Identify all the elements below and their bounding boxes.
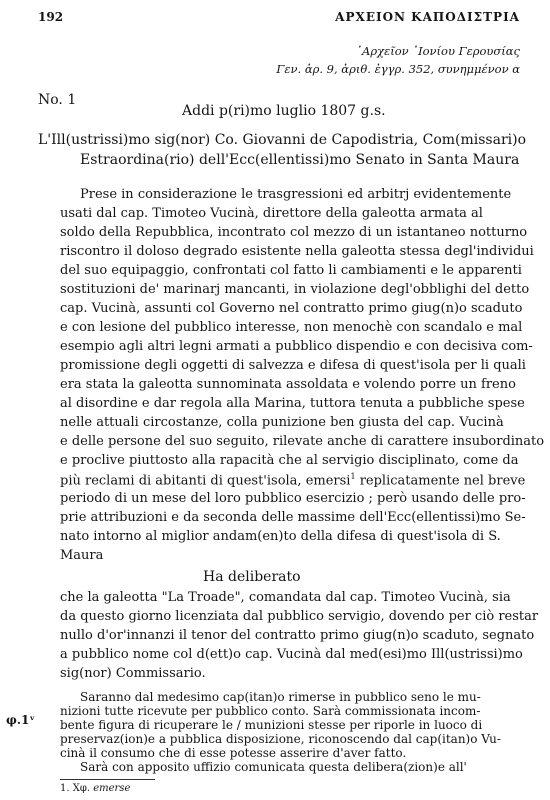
body-line-text: replicatamente nel breve	[355, 473, 526, 489]
body-line: riscontro il doloso degrado esistente nella galeotta stessa degl'individui	[60, 244, 534, 259]
folio-margin-note: φ.1ᵛ	[6, 713, 36, 727]
source-reference: Γεν. ἀρ. 9, ἀριθ. ἐγγρ. 352, συνημμένον α	[276, 62, 520, 76]
body-line: e con lesione del pubblico interesse, non menochè con scandalo e mal	[60, 320, 523, 335]
body-line: che la galeotta "La Troade", comandata dal cap. Timoteo Vucinà, sia	[60, 590, 511, 605]
document-number: No. 1	[38, 92, 77, 108]
body-line: esempio agli altri legni armati a pubblico dispendio e con decisiva com-	[60, 339, 533, 354]
body-line: usati dal cap. Timoteo Vucinà, direttore della galeotta armata al	[60, 206, 483, 221]
body-line: nullo d'or'innanzi il tenor del contratto primo giug(n)o scaduto, segnato	[60, 628, 535, 643]
body-line: sig(nor) Commissario.	[60, 666, 206, 681]
body-line: Prese in considerazione le trasgressioni ed arbitrj evidentemente	[80, 187, 512, 202]
date-line: Addi p(ri)mo luglio 1807 g.s.	[182, 103, 386, 119]
source-archive: ᾽Αρχεῖον ᾽Ιονίου Γερουσίας	[356, 44, 520, 58]
heading-line: L'Ill(ustrissi)mo sig(nor) Co. Giovanni de Capodistria, Com(missari)o	[38, 132, 527, 148]
body-line: Sarà con apposito uffizio comunicata questa delibera(zion)e all'	[80, 760, 467, 774]
body-line: bente figura di ricuperare le / munizioni stesse per riporle in luoco di	[60, 718, 483, 732]
body-line: al disordine e dar regola alla Marina, tuttora tenuta a pubbliche spese	[60, 396, 525, 411]
body-line: era stata la galeotta sunnominata assoldata e volendo porre un freno	[60, 377, 516, 392]
page-number: 192	[38, 10, 64, 24]
footnote-label: 1. Χφ.	[60, 783, 91, 794]
body-line: a pubblico nome col d(ett)o cap. Vucinà dal med(esi)mo Ill(ustrissi)mo	[60, 647, 523, 662]
body-line: da questo giorno licenziata dal pubblico servigio, dovendo per ciò restar	[60, 609, 539, 624]
body-line: e proclive piuttosto alla rapacità che al servigio disciplinato, come da	[60, 453, 519, 468]
body-line: cap. Vucinà, assunti col Governo nel contratto primo giug(n)o scaduto	[60, 301, 523, 316]
heading-line: Estraordina(rio) dell'Ecc(ellentissi)mo Senato in Santa Maura	[80, 152, 520, 168]
body-line: nizioni tutte ricevute per pubblico conto. Sarà commissionata incom-	[60, 704, 481, 718]
body-line: e delle persone del suo seguito, rilevate anche di carattere insubordinato	[60, 434, 545, 449]
body-line: nelle attuali circostanze, colla punizione ben giusta del cap. Vucinà	[60, 415, 504, 430]
body-line: sostituzioni de' marinarj mancanti, in violazione degl'obblighi del detto	[60, 282, 530, 297]
body-line: Maura	[60, 548, 104, 563]
resolution-heading: Ha deliberato	[203, 569, 301, 585]
body-line: promissione degli oggetti di salvezza e difesa di quest'isola per li quali	[60, 358, 526, 373]
body-line: nato intorno al miglior andam(en)to della difesa di quest'isola di S.	[60, 529, 501, 544]
footnote	[60, 783, 130, 794]
body-line: prie attribuzioni e da seconda delle massime dell'Ecc(ellentissi)mo Se-	[60, 510, 526, 525]
body-line	[60, 472, 525, 488]
footnote-rule	[60, 779, 155, 780]
footnote-marker: 1	[350, 472, 356, 481]
body-line-text: più reclami di abitanti di quest'isola, emersi	[60, 473, 351, 489]
book-title: ΑΡΧΕΙΟΝ ΚΑΠΟΔΙΣΤΡΙΑ	[335, 10, 520, 24]
body-line: cinà il consumo che di esse potesse asserire d'aver fatto.	[60, 746, 407, 760]
body-line: preservaz(ion)e a pubblica disposizione, riconoscendo dal cap(itan)o Vu-	[60, 732, 501, 746]
body-line: periodo di un mese del loro pubblico esercizio ; però usando delle pro-	[60, 491, 526, 506]
body-line: Saranno dal medesimo cap(itan)o rimerse in pubblico seno le mu-	[80, 690, 481, 704]
body-line: del suo equipaggio, confrontati col fatto li cambiamenti e le apparenti	[60, 263, 522, 278]
footnote-text: emerse	[93, 783, 131, 794]
body-line: soldo della Repubblica, incontrato col mezzo di un istantaneo notturno	[60, 225, 528, 240]
